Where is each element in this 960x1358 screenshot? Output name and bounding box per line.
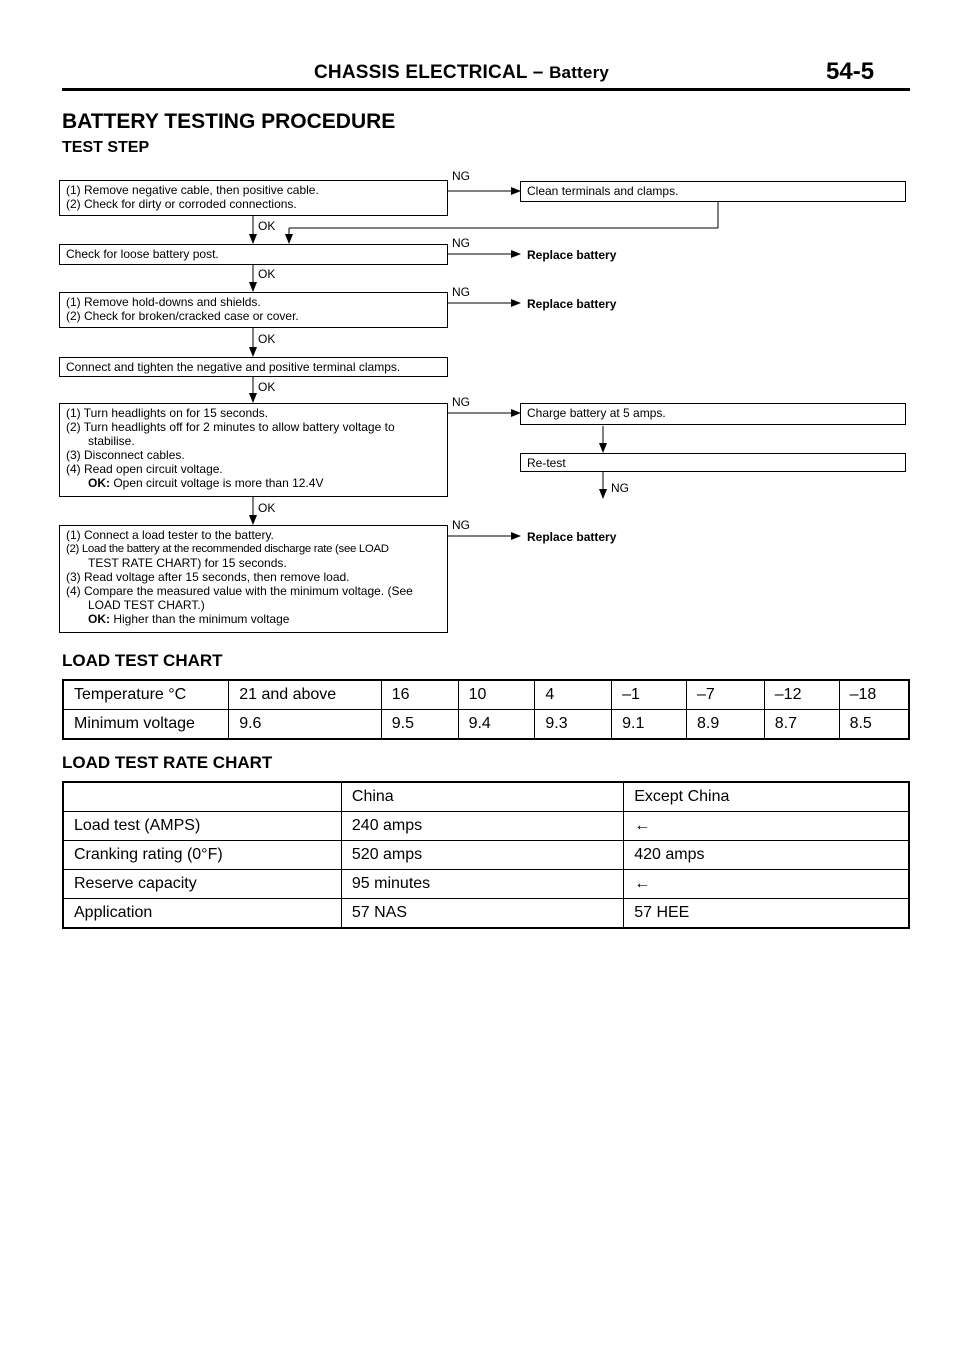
table-cell: 16 (381, 680, 458, 710)
step6-line-5: (4) Compare the measured value with the minimum voltage. (See (66, 584, 413, 598)
table-cell: 420 amps (624, 841, 909, 870)
table-cell: 21 and above (229, 680, 382, 710)
clean-terminals-box (520, 181, 906, 202)
table-cell: 8.5 (839, 710, 909, 740)
step5-ok-criterion (66, 476, 441, 490)
table-cell: Temperature °C (63, 680, 229, 710)
table-cell: 9.6 (229, 710, 382, 740)
table-cell: 8.9 (686, 710, 764, 740)
load-test-chart-title: LOAD TEST CHART (62, 651, 223, 670)
step5-ok-label: OK (258, 501, 276, 515)
step2-box (59, 244, 448, 265)
step4-text: Connect and tighten the negative and positive terminal clamps. (66, 360, 401, 374)
step6-line-6: LOAD TEST CHART.) (88, 598, 205, 612)
step6-line-2: (2) Load the battery at the recommended discharge rate (see LOAD (66, 543, 389, 555)
step5-box (59, 403, 448, 497)
table-cell: 9.4 (458, 710, 535, 740)
table-cell: ← (624, 870, 909, 899)
table-row (63, 870, 909, 899)
retest-box (520, 453, 906, 472)
step3-line-2: (2) Check for broken/cracked case or cover. (66, 309, 299, 323)
step1-ng-label: NG (452, 169, 470, 183)
subsection-name: Battery (549, 63, 610, 82)
step5-line-4: (3) Disconnect cables. (66, 448, 185, 462)
table-cell: 57 NAS (341, 899, 623, 929)
table-row (63, 782, 909, 812)
load-test-rate-chart-title: LOAD TEST RATE CHART (62, 753, 273, 772)
step5-line-5: (4) Read open circuit voltage. (66, 462, 223, 476)
clean-terminals-text: Clean terminals and clamps. (527, 184, 679, 198)
step2-ok-label: OK (258, 267, 276, 281)
table-cell: 9.3 (535, 710, 612, 740)
charge-battery-text: Charge battery at 5 amps. (527, 406, 666, 420)
load-test-rate-chart-table (62, 781, 910, 929)
table-cell: Except China (624, 782, 909, 812)
step2-replace-battery: Replace battery (527, 248, 617, 262)
step1-line-1: (1) Remove negative cable, then positive cable. (66, 183, 319, 197)
table-row (63, 841, 909, 870)
step3-line-1: (1) Remove hold-downs and shields. (66, 295, 261, 309)
step6-line-1: (1) Connect a load tester to the battery. (66, 528, 274, 542)
charge-battery-box (520, 403, 906, 425)
step5-ng-label: NG (452, 395, 470, 409)
table-cell: 240 amps (341, 812, 623, 841)
table-row (63, 710, 909, 740)
step1-box (59, 180, 448, 216)
table-cell: Minimum voltage (63, 710, 229, 740)
step6-ng-label: NG (452, 518, 470, 532)
step3-replace-battery: Replace battery (527, 297, 617, 311)
retest-text: Re-test (527, 456, 566, 470)
table-cell: 9.5 (381, 710, 458, 740)
step5-ok-prefix: OK: (88, 476, 110, 490)
step6-line-3: TEST RATE CHART) for 15 seconds. (88, 556, 287, 570)
step6-ok-prefix: OK: (88, 612, 110, 626)
step5-line-1: (1) Turn headlights on for 15 seconds. (66, 406, 269, 420)
step5-line-2: (2) Turn headlights off for 2 minutes to allow battery voltage to (66, 420, 395, 434)
step5-ok-text: Open circuit voltage is more than 12.4V (110, 476, 324, 490)
step1-line-2: (2) Check for dirty or corroded connections. (66, 197, 297, 211)
step6-ok-text: Higher than the minimum voltage (110, 612, 290, 626)
table-cell (63, 782, 341, 812)
table-cell: Load test (AMPS) (63, 812, 341, 841)
table-cell: 520 amps (341, 841, 623, 870)
table-cell: ← (624, 812, 909, 841)
step1-ok-label: OK (258, 219, 276, 233)
table-cell: Cranking rating (0°F) (63, 841, 341, 870)
step4-ok-label: OK (258, 380, 276, 394)
table-cell: 95 minutes (341, 870, 623, 899)
step2-ng-label: NG (452, 236, 470, 250)
step3-ok-label: OK (258, 332, 276, 346)
step3-box (59, 292, 448, 328)
table-cell: 10 (458, 680, 535, 710)
step6-ok-criterion (66, 612, 441, 626)
step4-box (59, 357, 448, 377)
page-title: BATTERY TESTING PROCEDURE (62, 110, 396, 133)
table-cell: Reserve capacity (63, 870, 341, 899)
retest-ng-label: NG (611, 481, 629, 495)
table-cell: 4 (535, 680, 612, 710)
table-cell: Application (63, 899, 341, 929)
section-name: CHASSIS ELECTRICAL – (314, 62, 544, 83)
load-test-chart-table (62, 679, 910, 740)
table-row (63, 680, 909, 710)
table-cell: China (341, 782, 623, 812)
table-cell: 9.1 (612, 710, 687, 740)
table-row (63, 812, 909, 841)
table-cell: 57 HEE (624, 899, 909, 929)
step6-line-4: (3) Read voltage after 15 seconds, then remove load. (66, 570, 350, 584)
step6-replace-battery: Replace battery (527, 530, 617, 544)
step3-ng-label: NG (452, 285, 470, 299)
test-step-heading: TEST STEP (62, 139, 150, 156)
table-cell: –12 (764, 680, 839, 710)
table-cell: –7 (686, 680, 764, 710)
step5-line-3: stabilise. (88, 434, 135, 448)
page-number: 54-5 (826, 58, 875, 85)
table-cell: –18 (839, 680, 909, 710)
table-cell: 8.7 (764, 710, 839, 740)
table-row (63, 899, 909, 929)
table-cell: –1 (612, 680, 687, 710)
step2-text: Check for loose battery post. (66, 247, 219, 261)
step6-box (59, 525, 448, 633)
